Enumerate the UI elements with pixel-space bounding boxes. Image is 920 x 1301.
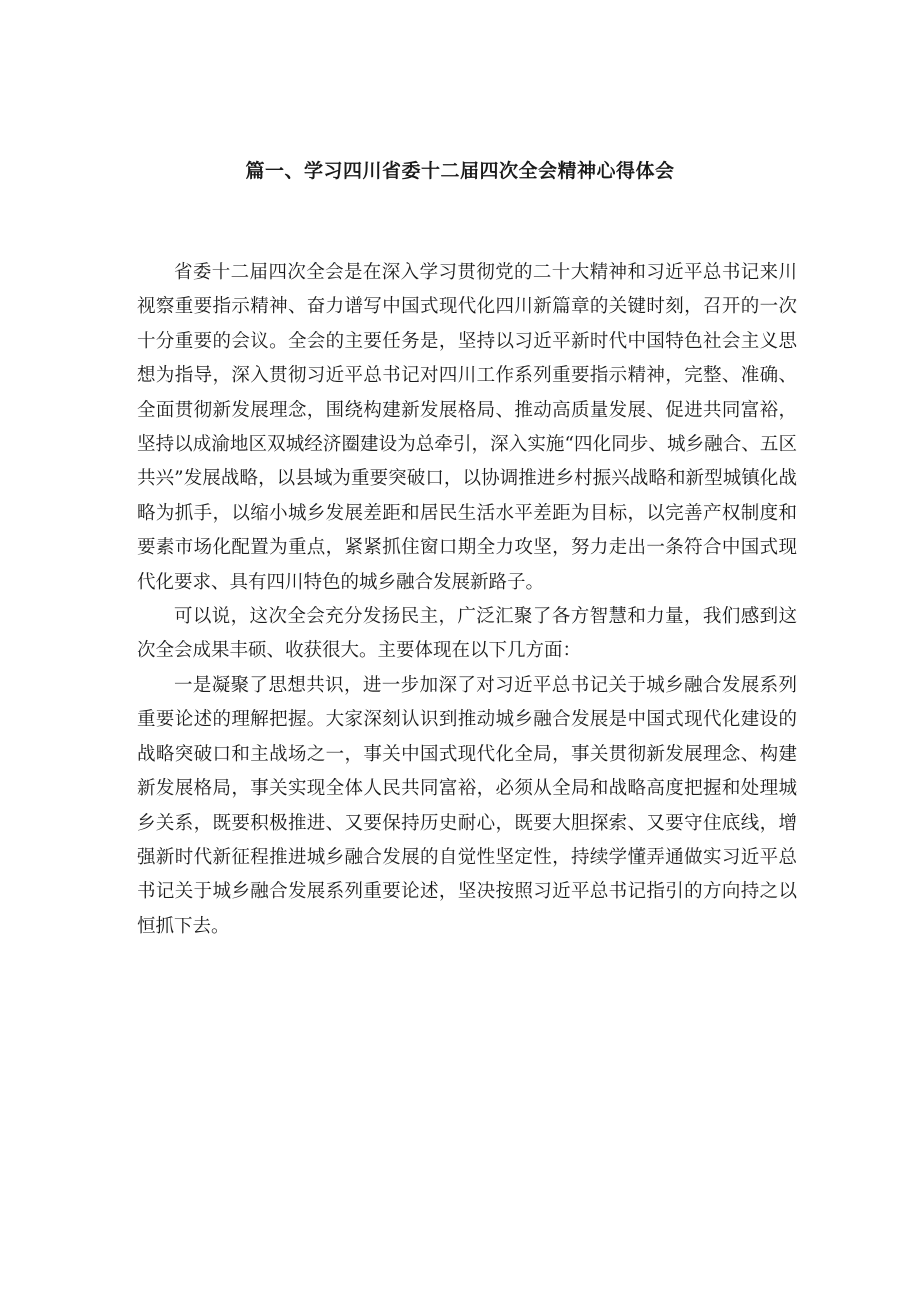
document-title: 篇一、学习四川省委十二届四次全会精神心得体会: [245, 160, 675, 182]
paragraph-3: 一是凝聚了思想共识，进一步加深了对习近平总书记关于城乡融合发展系列重要论述的理解把握。大家深刻认识到推动城乡融合发展是中国式现代化建设的战略突破口和主战场之一，事关中国式现代化全局，事关贯彻新发展理念、构建新发展格局，事关实现全体人民共同富裕，必须从全局和战略高度把握和处理城乡关系，既要积极推进、又要保持历史耐心，既要大胆探索、又要守住底线，增强新时代新征程推进城乡融合发展的自觉性坚定性，持续学懂弄通做实习近平总书记关于城乡融合发展系列重要论述，坚决按照习近平总书记指引的方向持之以恒抓下去。: [137, 674, 797, 937]
paragraph-2: 可以说，这次全会充分发扬民主，广泛汇聚了各方智慧和力量，我们感到这次全会成果丰硕、收获很大。主要体现在以下几方面：: [137, 606, 797, 662]
document-body: [137, 256, 797, 944]
paragraph-1: 省委十二届四次全会是在深入学习贯彻党的二十大精神和习近平总书记来川视察重要指示精神、奋力谱写中国式现代化四川新篇章的关键时刻，召开的一次十分重要的会议。全会的主要任务是，坚持以习近平新时代中国特色社会主义思想为指导，深入贯彻习近平总书记对四川工作系列重要指示精神，完整、准确、全面贯彻新发展理念，围绕构建新发展格局、推动高质量发展、促进共同富裕，坚持以成渝地区双城经济圈建设为总牵引，深入实施“四化同步、城乡融合、五区共兴”发展战略，以县域为重要突破口，以协调推进乡村振兴战略和新型城镇化战略为抓手，以缩小城乡发展差距和居民生活水平差距为目标，以完善产权制度和要素市场化配置为重点，紧紧抓住窗口期全力攻坚，努力走出一条符合中国式现代化要求、具有四川特色的城乡融合发展新路子。: [137, 262, 797, 593]
